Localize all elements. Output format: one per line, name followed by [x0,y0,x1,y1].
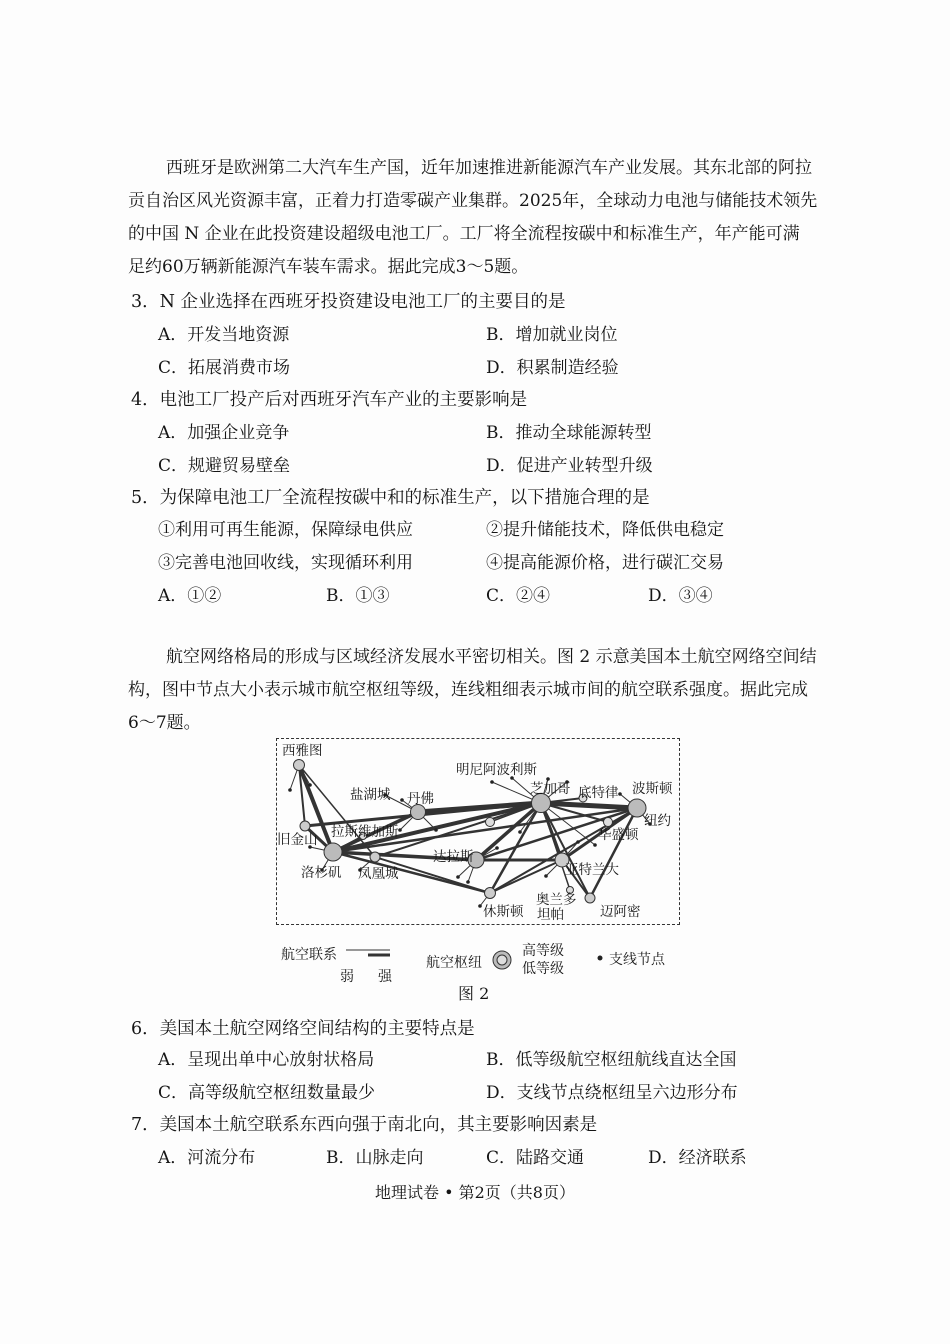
hub-houston [485,888,496,899]
hub-kansascity [486,818,495,827]
question-4-stem: 4．电池工厂投产后对西班牙汽车产业的主要影响是 [131,390,528,410]
legend-high: 高等级 [522,943,564,959]
legend-weak: 弱 [340,969,354,985]
question-3-option-d[interactable]: D．积累制造经验 [486,358,619,378]
question-6-option-d[interactable]: D．支线节点绕枢纽呈六边形分布 [486,1083,738,1103]
label-seattle: 西雅图 [282,743,323,759]
question-4-option-a[interactable]: A．加强企业竞争 [158,423,290,443]
label-minneapolis: 明尼阿波利斯 [456,762,537,778]
legend-hub-label: 航空枢纽 [426,955,482,971]
question-5-stem: 5．为保障电池工厂全流程按碳中和的标准生产，以下措施合理的是 [131,488,650,508]
legend-branch: 支线节点 [609,952,665,968]
label-denver: 丹佛 [407,791,434,807]
legend-strong: 强 [378,969,392,985]
question-4-option-c[interactable]: C．规避贸易壁垒 [158,456,291,476]
hub-miami [585,893,595,903]
passage-1-line-1: 西班牙是欧洲第二大汽车生产国，近年加速推进新能源汽车产业发展。其东北部的阿拉 [166,158,812,178]
label-detroit: 底特律 [578,785,619,801]
label-lasvegas: 拉斯维加斯 [331,824,399,840]
question-4-option-b[interactable]: B．推动全球能源转型 [486,423,652,443]
hub-la [324,843,342,861]
label-saltlake: 盐湖城 [350,787,391,803]
hub-phoenix [370,852,380,862]
question-7-option-c[interactable]: C．陆路交通 [486,1148,585,1168]
label-newyork: 纽约 [644,813,671,829]
question-5-option-d[interactable]: D．③④ [648,586,713,606]
label-sanfrancisco: 旧金山 [277,832,318,848]
page-footer: 地理试卷 • 第2页（共8页） [375,1183,575,1202]
legend-hub-symbol [490,948,516,972]
legend-low: 低等级 [522,961,564,977]
label-boston: 波斯顿 [632,781,673,797]
question-7-option-b[interactable]: B．山脉走向 [326,1148,424,1168]
question-7-option-a[interactable]: A．河流分布 [158,1148,256,1168]
question-5-statement-1: ①利用可再生能源，保障绿电供应 [158,520,413,540]
question-4-option-d[interactable]: D．促进产业转型升级 [486,456,653,476]
passage-1-line-4: 足约60万辆新能源汽车装车需求。据此完成3～5题。 [128,257,529,277]
question-5-statement-4: ④提高能源价格，进行碳汇交易 [486,553,724,573]
question-3-stem: 3．N 企业选择在西班牙投资建设电池工厂的主要目的是 [131,292,566,312]
figure-caption: 图 2 [458,984,490,1003]
question-6-option-c[interactable]: C．高等级航空枢纽数量最少 [158,1083,376,1103]
question-3-option-a[interactable]: A．开发当地资源 [158,325,290,345]
passage-1-line-3: 的中国 N 企业在此投资建设超级电池工厂。工厂将全流程按碳中和标准生产，年产能可满 [128,224,800,244]
question-7-stem: 7．美国本土航空联系东西向强于南北向，其主要影响因素是 [131,1115,598,1135]
label-orlando: 奥兰多 [536,892,577,908]
label-chicago: 芝加哥 [530,781,571,797]
passage-1-line-2: 贡自治区风光资源丰富，正着力打造零碳产业集群。2025年，全球动力电池与储能技术领先 [128,191,818,211]
label-atlanta: 亚特兰大 [565,862,619,878]
question-3-option-b[interactable]: B．增加就业岗位 [486,325,618,345]
legend-link-label: 航空联系 [281,947,337,963]
label-tampa: 坦帕 [537,907,564,923]
question-5-option-b[interactable]: B．①③ [326,586,390,606]
question-5-option-c[interactable]: C．②④ [486,586,551,606]
label-la: 洛杉矶 [301,865,342,881]
question-3-option-c[interactable]: C．拓展消费市场 [158,358,291,378]
question-7-option-d[interactable]: D．经济联系 [648,1148,747,1168]
passage-2-line-1: 航空网络格局的形成与区域经济发展水平密切相关。图 2 示意美国本土航空网络空间结 [166,647,817,667]
question-6-option-b[interactable]: B．低等级航空枢纽航线直达全国 [486,1050,737,1070]
hub-seattle [294,760,305,771]
question-5-option-a[interactable]: A．①② [158,586,222,606]
label-miami: 迈阿密 [600,904,641,920]
label-phoenix: 凤凰城 [358,866,399,882]
question-5-statement-3: ③完善电池回收线，实现循环利用 [158,553,413,573]
legend-branch-dot [596,954,604,962]
passage-2-line-3: 6～7题。 [128,713,201,733]
label-houston: 休斯顿 [483,904,524,920]
question-6-stem: 6．美国本土航空网络空间结构的主要特点是 [131,1019,475,1039]
label-washington: 华盛顿 [598,827,639,843]
label-dallas: 达拉斯 [433,849,474,865]
question-6-option-a[interactable]: A．呈现出单中心放射状格局 [158,1050,375,1070]
legend-link-symbol [346,946,392,960]
passage-2-line-2: 构，图中节点大小表示城市航空枢纽等级，连线粗细表示城市间的航空联系强度。据此完成 [128,680,808,700]
question-5-statement-2: ②提升储能技术，降低供电稳定 [486,520,724,540]
